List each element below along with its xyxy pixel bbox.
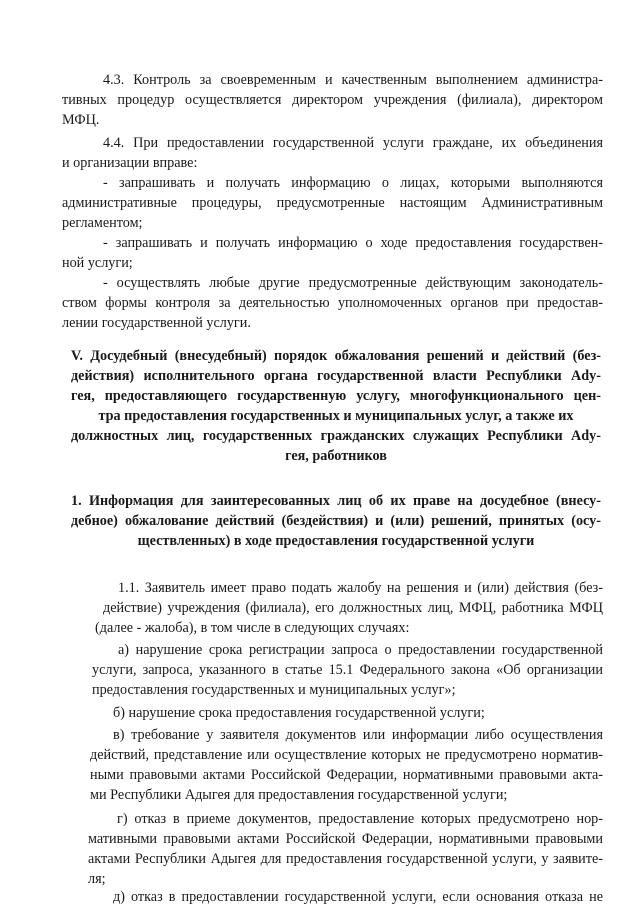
section-heading-line: гея, работников xyxy=(285,448,387,464)
text-line: действий, представление или осуществление которых не предусмотрено норматив- xyxy=(90,747,603,763)
text-line: регламентом; xyxy=(62,215,143,231)
text-line: б) нарушение срока предоставления государственной услуги; xyxy=(113,705,485,721)
subsection-heading-line: ществленных) в ходе предоставления государственной услуги xyxy=(137,533,535,549)
text-line: 4.3. Контроль за своевременным и качественным выполнением администра- xyxy=(103,72,603,88)
text-line: д) отказ в предоставлении государственной услуги, если основания отказа не xyxy=(113,889,603,905)
text-line: ством формы контроля за деятельностью уполномоченных органов при предостав- xyxy=(62,295,603,311)
text-line: ми Республики Адыгея для предоставления государственной услуги; xyxy=(90,787,508,803)
text-line: ля; xyxy=(88,871,106,887)
section-heading-line: тра предоставления государственных и муниципальных услуг, а также их xyxy=(98,408,574,424)
section-heading-line: должностных лиц, государственных гражданских служащих Республики Ady- xyxy=(71,428,601,444)
text-line: мативными правовыми актами Российской Федерации, нормативными правовыми xyxy=(88,831,603,847)
text-line: - осуществлять любые другие предусмотренные действующим законодатель- xyxy=(103,275,603,291)
text-line: актами Республики Адыгея для предоставления государственной услуги, у заявите- xyxy=(88,851,603,867)
text-line: услуги, запроса, указанного в статье 15.1 Федерального закона «Об организации xyxy=(92,662,603,678)
text-line: административные процедуры, предусмотренные настоящим Административным xyxy=(62,195,603,211)
text-line: 1.1. Заявитель имеет право подать жалобу на решения и (или) действия (без- xyxy=(118,580,603,596)
subsection-heading-line: дебное) обжалование действий (бездействия) и (или) решений, принятых (осу- xyxy=(71,513,601,529)
text-line: - запрашивать и получать информацию о лицах, которыми выполняются xyxy=(103,175,603,191)
text-line: ными правовыми актами Российской Федерации, нормативными правовыми акта- xyxy=(90,767,603,783)
text-line: действие) учреждения (филиала), его должностных лиц, МФЦ, работника МФЦ xyxy=(103,600,603,616)
text-line: тивных процедур осуществляется директором учреждения (филиала), директором xyxy=(62,92,603,108)
text-line: лении государственной услуги. xyxy=(62,315,251,331)
text-line: предоставления государственных и муниципальных услуг»; xyxy=(92,682,456,698)
text-line: г) отказ в приеме документов, предоставление которых предусмотрено нор- xyxy=(117,811,603,827)
text-line: в) требование у заявителя документов или информации либо осуществления xyxy=(113,727,603,743)
text-line: МФЦ. xyxy=(62,112,100,128)
section-heading-line: гея, предоставляющего государственную услугу, многофункционального цен- xyxy=(71,388,601,404)
text-line: (далее - жалоба), в том числе в следующих случаях: xyxy=(95,620,410,636)
subsection-heading-line: 1. Информация для заинтересованных лиц об их праве на досудебное (внесу- xyxy=(71,493,601,509)
section-heading-line: V. Досудебный (внесудебный) порядок обжалования решений и действий (без- xyxy=(71,348,601,364)
text-line: 4.4. При предоставлении государственной услуги граждане, их объединения xyxy=(103,135,603,151)
section-heading-line: действия) исполнительного органа государственной власти Республики Ady- xyxy=(71,368,601,384)
text-line: ной услуги; xyxy=(62,255,133,271)
text-line: и организации вправе: xyxy=(62,155,198,171)
text-line: а) нарушение срока регистрации запроса о предоставлении государственной xyxy=(118,642,603,658)
text-line: - запрашивать и получать информацию о ходе предоставления государствен- xyxy=(103,235,603,251)
